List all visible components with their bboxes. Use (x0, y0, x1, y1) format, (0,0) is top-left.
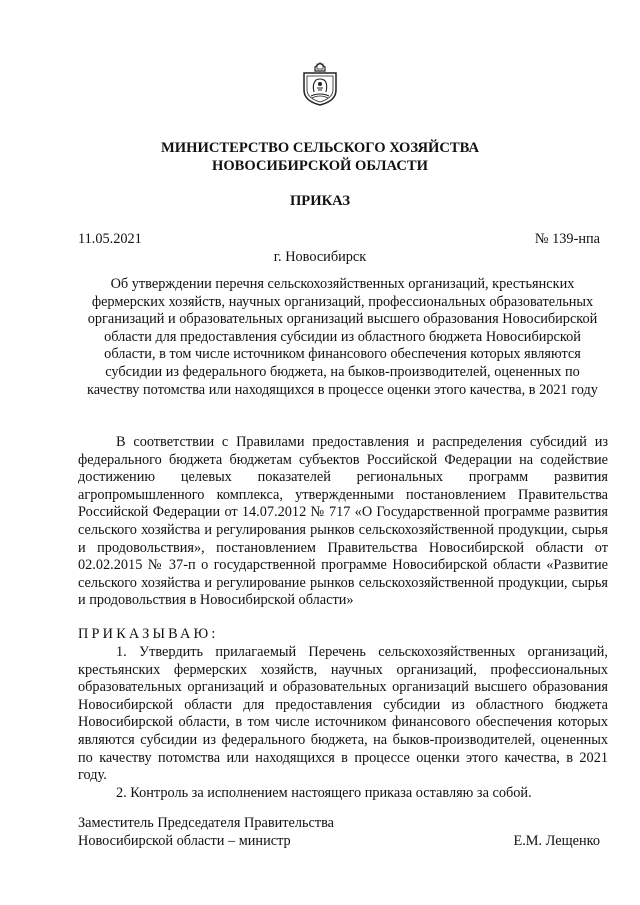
order-item: 2. Контроль за исполнением настоящего приказа оставляю за собой. (116, 784, 532, 801)
ministry-line-1: МИНИСТЕРСТВО СЕЛЬСКОГО ХОЗЯЙСТВА (160, 140, 480, 156)
coat-of-arms-icon (301, 62, 339, 106)
order-date: 11.05.2021 (78, 231, 142, 247)
orders-word: ПРИКАЗЫВАЮ: (78, 626, 219, 642)
document-type: ПРИКАЗ (289, 193, 351, 209)
preamble (78, 434, 608, 610)
signer-position-line-2: Новосибирской области – министр (78, 833, 291, 849)
ministry-name (40, 139, 600, 175)
order-number: № 139-нпа (534, 231, 600, 247)
signer-position-line-1: Заместитель Председателя Правительства (78, 815, 335, 831)
ministry-line-2: НОВОСИБИРСКОЙ ОБЛАСТИ (211, 158, 428, 174)
order-city: г. Новосибирск (273, 249, 367, 265)
preamble-text: В соответствии с Правилами предоставления и распределения субсидий из федерального бюджета бюджетам субъектов Российской Федерации на содействие достижению целевых показателей региональных программ развития агропромышленного комплекса, утвержденными постановлением Правительства Российской Федерации от 14.07.2012 № 717 «О Государственной программе развития сельского хозяйства и регулирования рынков сельскохозяйственной продукции, сырья и продовольствия», постановлением Правительства Новосибирской области от 02.02.2015 № 37-п о государственной программе Новосибирской области «Развитие сельского хозяйства и регулирование рынков сельскохозяйственной продукции, сырья и продовольствия в Новосибирской области» (78, 434, 608, 609)
order-item: 1. Утвердить прилагаемый Перечень сельскохозяйственных организаций, крестьянских фермерских хозяйств, научных организаций, профессиональных образовательных организаций и образовательных организаций высшего образования Новосибирской области для предоставления субсидии из областного бюджета Новосибирской области, в том числе источником финансового обеспечения которых являются субсидии из федерального бюджета, на быков-производителей, оцененных по качеству потомства или находящихся в процессе оценки этого качества, в 2021 году. (78, 644, 608, 784)
signer-name: Е.М. Лещенко (513, 833, 600, 849)
order-subject: Об утверждении перечня сельскохозяйственных организаций, крестьянских фермерских хозяйств, научных организаций, профессиональных образовательных организаций и образовательных организаций высшего образования Новосибирской области для предоставления субсидии из областного бюджета Новосибирской области, в том числе источником финансового обеспечения которых являются субсидии из федерального бюджета, на быков-производителей, оцененных по качеству потомства или находящихся в процессе оценки этого качества, в 2021 году (87, 276, 598, 398)
order-items (78, 644, 608, 802)
